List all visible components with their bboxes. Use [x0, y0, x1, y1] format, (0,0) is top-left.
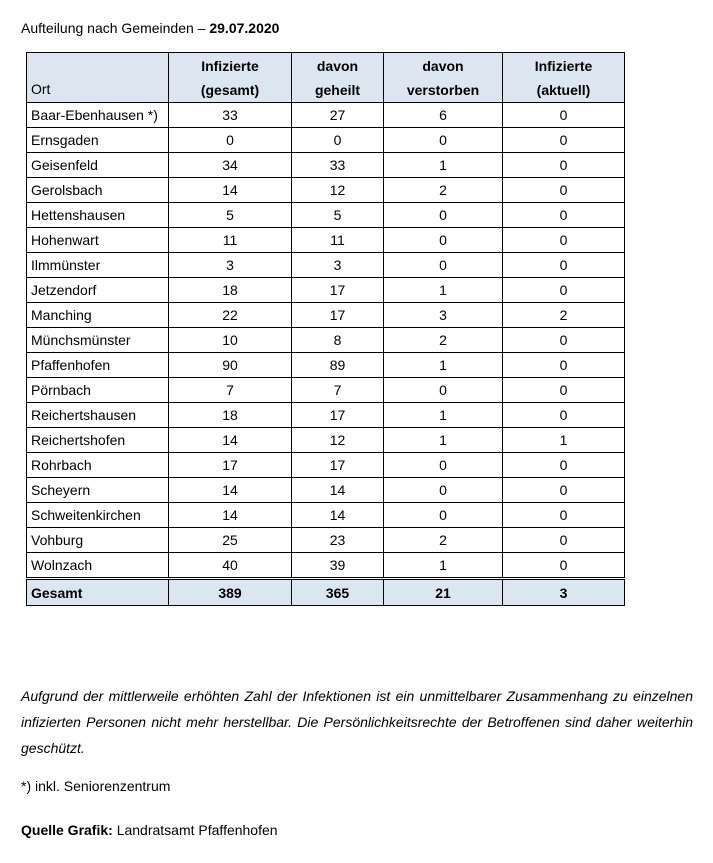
table-row — [27, 153, 625, 178]
cell-value: 14 — [169, 503, 292, 528]
cell-value: 5 — [169, 203, 292, 228]
source-credit — [21, 821, 278, 839]
table-row — [27, 528, 625, 553]
cell-value: 7 — [169, 378, 292, 403]
cell-name: Pfaffenhofen — [27, 353, 169, 378]
cell-value: 27 — [292, 103, 384, 128]
total-label: Gesamt — [27, 579, 169, 606]
cell-value: 0 — [503, 403, 625, 428]
table-row — [27, 453, 625, 478]
cell-value: 89 — [292, 353, 384, 378]
cell-value: 1 — [384, 553, 503, 579]
table-header — [27, 53, 625, 103]
cell-value: 40 — [169, 553, 292, 579]
cell-value: 3 — [384, 303, 503, 328]
cell-value: 1 — [384, 403, 503, 428]
cell-value: 0 — [503, 453, 625, 478]
cell-name: Rohrbach — [27, 453, 169, 478]
cell-value: 0 — [384, 228, 503, 253]
cell-value: 1 — [384, 428, 503, 453]
cell-value: 12 — [292, 428, 384, 453]
cell-name: Geisenfeld — [27, 153, 169, 178]
cell-name: Hettenshausen — [27, 203, 169, 228]
cell-value: 0 — [384, 203, 503, 228]
cell-value: 0 — [503, 228, 625, 253]
cell-value: 0 — [503, 203, 625, 228]
cell-value: 0 — [503, 278, 625, 303]
cell-value: 3 — [292, 253, 384, 278]
cell-value: 10 — [169, 328, 292, 353]
table-row — [27, 178, 625, 203]
cell-value: 0 — [503, 153, 625, 178]
cell-value: 2 — [503, 303, 625, 328]
total-value: 3 — [503, 579, 625, 606]
table-row — [27, 303, 625, 328]
table-row — [27, 278, 625, 303]
document-heading — [21, 19, 279, 37]
cell-value: 14 — [292, 503, 384, 528]
cell-value: 14 — [169, 428, 292, 453]
table-row — [27, 478, 625, 503]
cell-name: Baar-Ebenhausen *) — [27, 103, 169, 128]
table-body — [27, 103, 625, 606]
cell-value: 7 — [292, 378, 384, 403]
total-value: 389 — [169, 579, 292, 606]
heading-prefix: Aufteilung nach Gemeinden – — [21, 20, 210, 36]
cell-value: 0 — [384, 453, 503, 478]
cell-value: 0 — [503, 253, 625, 278]
cell-value: 0 — [503, 553, 625, 579]
cell-value: 0 — [384, 128, 503, 153]
table-row — [27, 328, 625, 353]
cell-value: 1 — [503, 428, 625, 453]
cell-value: 2 — [384, 178, 503, 203]
cell-value: 17 — [292, 278, 384, 303]
cell-value: 5 — [292, 203, 384, 228]
cell-value: 17 — [169, 453, 292, 478]
table-row — [27, 228, 625, 253]
privacy-note: Aufgrund der mittlerweile erhöhten Zahl der Infektionen ist ein unmittelbarer Zusammenhang zu einzelnen infizierten Personen nicht mehr herstellbar. Die Persönlichkeitsrechte der Betroffenen sind daher weiterhin geschützt. — [21, 688, 693, 756]
cell-name: Ilmmünster — [27, 253, 169, 278]
table-row — [27, 103, 625, 128]
cell-value: 0 — [503, 328, 625, 353]
table-row — [27, 203, 625, 228]
cell-value: 18 — [169, 403, 292, 428]
cell-value: 33 — [292, 153, 384, 178]
table-row — [27, 428, 625, 453]
cell-value: 25 — [169, 528, 292, 553]
cell-name: Scheyern — [27, 478, 169, 503]
column-header-infizierte-aktuell: Infizierte (aktuell) — [503, 53, 625, 103]
cell-value: 11 — [169, 228, 292, 253]
cell-value: 1 — [384, 153, 503, 178]
cell-value: 0 — [503, 103, 625, 128]
cell-value: 12 — [292, 178, 384, 203]
table-row — [27, 553, 625, 579]
cell-value: 90 — [169, 353, 292, 378]
table-row — [27, 128, 625, 153]
cell-value: 0 — [384, 478, 503, 503]
cell-name: Vohburg — [27, 528, 169, 553]
cell-value: 0 — [169, 128, 292, 153]
cell-value: 2 — [384, 328, 503, 353]
source-label: Quelle Grafik: — [21, 822, 113, 838]
cell-value: 39 — [292, 553, 384, 579]
cell-value: 0 — [503, 378, 625, 403]
cell-value: 6 — [384, 103, 503, 128]
cell-value: 14 — [169, 178, 292, 203]
cell-value: 0 — [503, 128, 625, 153]
cell-name: Reichertshausen — [27, 403, 169, 428]
cell-value: 2 — [384, 528, 503, 553]
cell-value: 17 — [292, 403, 384, 428]
table-row — [27, 503, 625, 528]
cell-name: Wolnzach — [27, 553, 169, 579]
total-row — [27, 579, 625, 606]
heading-date: 29.07.2020 — [209, 20, 280, 36]
cell-value: 0 — [503, 503, 625, 528]
footnote: *) inkl. Seniorenzentrum — [21, 778, 171, 794]
cell-name: Reichertshofen — [27, 428, 169, 453]
column-header-infizierte-gesamt: Infizierte (gesamt) — [169, 53, 292, 103]
cell-value: 18 — [169, 278, 292, 303]
cell-name: Schweitenkirchen — [27, 503, 169, 528]
cell-value: 8 — [292, 328, 384, 353]
column-header-geheilt: davon geheilt — [292, 53, 384, 103]
cell-name: Pörnbach — [27, 378, 169, 403]
cell-name: Münchsmünster — [27, 328, 169, 353]
column-header-ort: Ort — [27, 53, 169, 103]
cell-value: 0 — [384, 503, 503, 528]
cell-value: 0 — [503, 528, 625, 553]
table-row — [27, 353, 625, 378]
cell-value: 0 — [384, 378, 503, 403]
cell-value: 33 — [169, 103, 292, 128]
cell-name: Gerolsbach — [27, 178, 169, 203]
cell-value: 17 — [292, 303, 384, 328]
table-row — [27, 403, 625, 428]
cell-name: Ernsgaden — [27, 128, 169, 153]
cell-name: Manching — [27, 303, 169, 328]
cell-value: 34 — [169, 153, 292, 178]
cell-value: 0 — [503, 353, 625, 378]
table-row — [27, 253, 625, 278]
cell-value: 17 — [292, 453, 384, 478]
total-value: 21 — [384, 579, 503, 606]
cell-value: 14 — [292, 478, 384, 503]
cell-value: 0 — [384, 253, 503, 278]
cell-value: 23 — [292, 528, 384, 553]
cell-value: 1 — [384, 353, 503, 378]
cell-value: 0 — [292, 128, 384, 153]
table-row — [27, 378, 625, 403]
cell-value: 22 — [169, 303, 292, 328]
source-text: Landratsamt Pfaffenhofen — [112, 822, 278, 838]
column-header-verstorben: davon verstorben — [384, 53, 503, 103]
header-row — [27, 53, 625, 103]
cell-value: 1 — [384, 278, 503, 303]
cell-name: Jetzendorf — [27, 278, 169, 303]
infection-table — [26, 52, 625, 606]
cell-value: 14 — [169, 478, 292, 503]
cell-name: Hohenwart — [27, 228, 169, 253]
cell-value: 3 — [169, 253, 292, 278]
cell-value: 0 — [503, 178, 625, 203]
cell-value: 11 — [292, 228, 384, 253]
cell-value: 0 — [503, 478, 625, 503]
total-value: 365 — [292, 579, 384, 606]
